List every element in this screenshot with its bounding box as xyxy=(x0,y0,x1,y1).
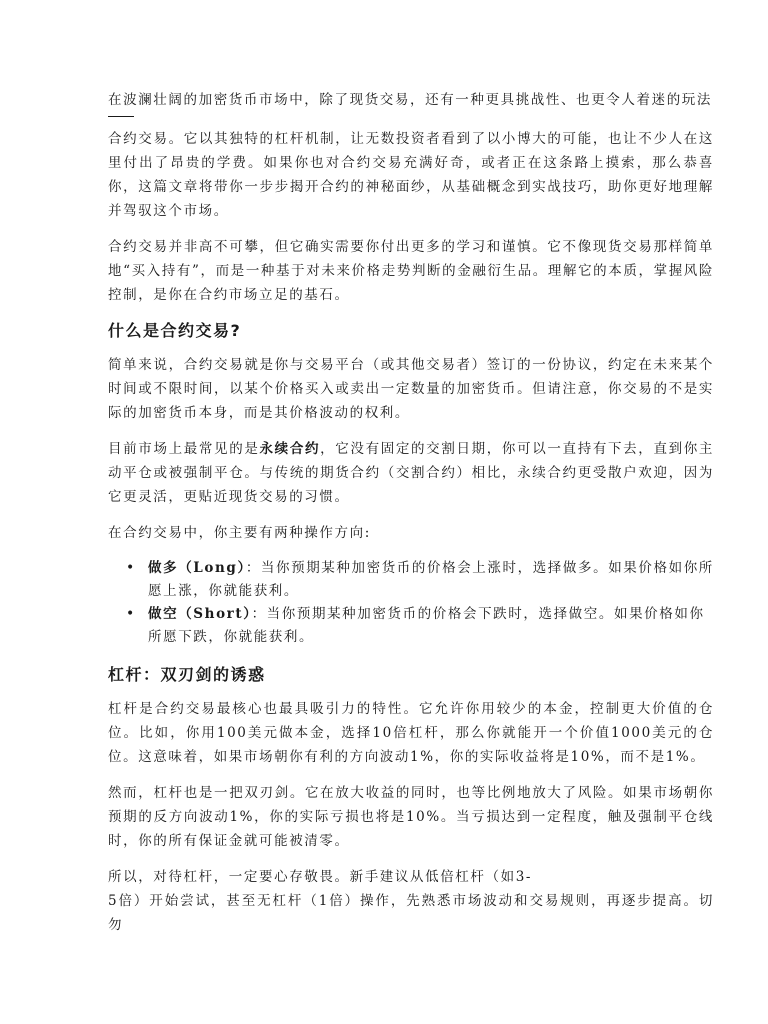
paragraph-leverage-advice xyxy=(108,865,714,937)
paragraph-leverage-risk: 然而，杠杆也是一把双刃剑。它在放大收益的同时，也等比例地放大了风险。如果市场朝你预期的反方向波动1%，你的实际亏损也将是10%。当亏损达到一定程度，触及强制平仓线时，你的所有保证金就可能被清零。 xyxy=(108,785,714,849)
short-text: ：当你预期某种加密货币的价格会下跌时，选择做空。如果价格如你所愿下跌，你就能获利。 xyxy=(148,606,705,645)
short-label: 做空（Short） xyxy=(148,606,252,622)
paragraph-leverage-core: 杠杆是合约交易最核心也最具吸引力的特性。它允许你用较少的本金，控制更大价值的仓位。比如，你用100美元做本金，选择10倍杠杆，那么你就能开一个价值1000美元的仓位。这意味着，如果市场朝你有利的方向波动1%，你的实际收益将是10%，而不是1%。 xyxy=(108,701,714,765)
paragraph-perpetual xyxy=(108,437,714,509)
paragraph-directions: 在合约交易中，你主要有两种操作方向: xyxy=(108,525,371,541)
heading-what-is-futures: 什么是合约交易? xyxy=(108,321,242,340)
advice-line-2: 5倍）开始尝试，甚至无杠杆（1倍）操作，先熟悉市场波动和交易规则，再逐步提高。切勿 xyxy=(108,893,714,933)
direction-list xyxy=(108,557,714,649)
long-text: ：当你预期某种加密货币的价格会上涨时，选择做多。如果价格如你所愿上涨，你就能获利。 xyxy=(148,560,714,599)
intro-line: 在波澜壮阔的加密货币市场中，除了现货交易，还有一种更具挑战性、也更令人着迷的玩法 xyxy=(108,92,712,108)
paragraph-intro: 合约交易。它以其独特的杠杆机制，让无数投资者看到了以小博大的可能，也让不少人在这里付出了昂贵的学费。如果你也对合约交易充满好奇，或者正在这条路上摸索，那么恭喜你，这篇文章将带你一步步揭开合约的神秘面纱，从基础概念到实战技巧，助你更好地理解并驾驭这个市场。 xyxy=(108,131,714,219)
paragraph-overview: 合约交易并非高不可攀，但它确实需要你付出更多的学习和谨慎。它不像现货交易那样简单地“买入持有”，而是一种基于对未来价格走势判断的金融衍生品。理解它的本质，掌握风险控制，是你在合约市场立足的基石。 xyxy=(108,239,714,303)
long-label: 做多（Long） xyxy=(148,560,246,576)
list-item-long xyxy=(148,557,714,603)
list-item-short xyxy=(148,603,714,649)
advice-line-1: 所以，对待杠杆，一定要心存敬畏。新手建议从低倍杠杆（如3- xyxy=(108,869,533,885)
perpetual-term: 永续合约 xyxy=(259,441,321,457)
divider xyxy=(108,116,134,117)
perpetual-pre: 目前市场上最常见的是 xyxy=(108,441,260,457)
perpetual-post: ，它没有固定的交割日期，你可以一直持有下去，直到你主动平仓或被强制平仓。与传统的期货合约（交割合约）相比，永续合约更受散户欢迎，因为它更灵活，更贴近现货交易的习惯。 xyxy=(108,441,714,505)
article-body xyxy=(108,88,714,949)
paragraph-definition: 简单来说，合约交易就是你与交易平台（或其他交易者）签订的一份协议，约定在未来某个时间或不限时间，以某个价格买入或卖出一定数量的加密货币。但请注意，你交易的不是实际的加密货币本身，而是其价格波动的权利。 xyxy=(108,357,714,421)
heading-leverage: 杠杆：双刃剑的诱惑 xyxy=(108,665,266,684)
